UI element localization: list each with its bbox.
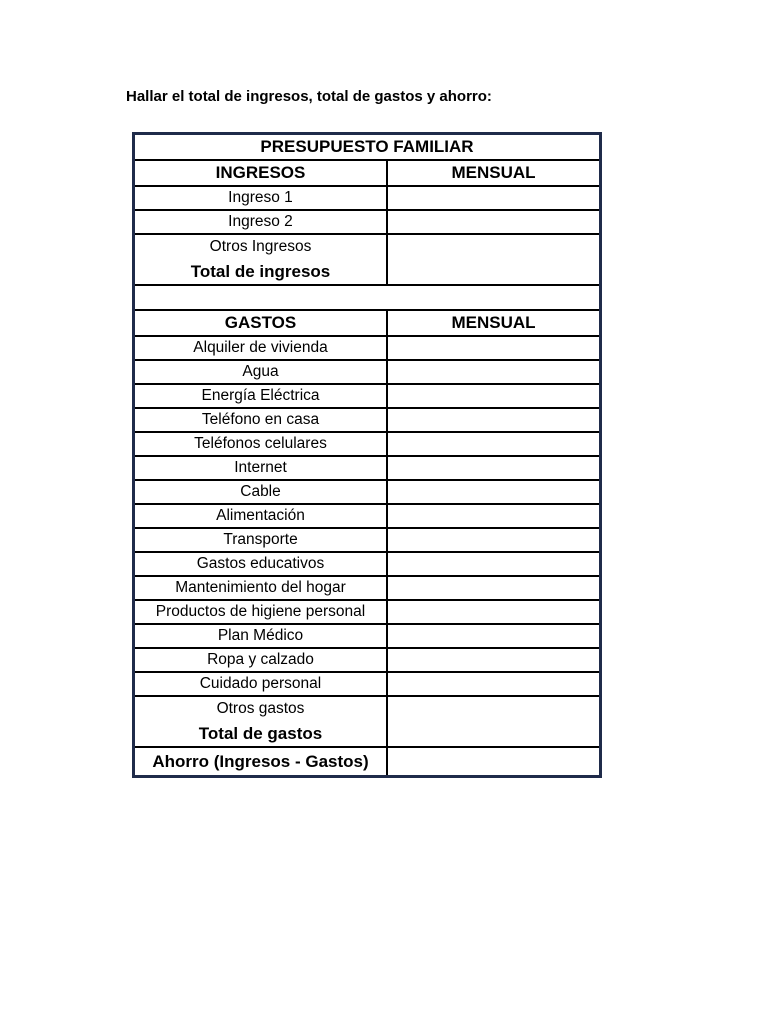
expense-item-value-cell[interactable] <box>388 457 599 479</box>
expense-item-label: Cuidado personal <box>135 673 388 695</box>
table-title: PRESUPUESTO FAMILIAR <box>260 137 474 156</box>
expense-item-value-cell[interactable] <box>388 601 599 623</box>
expense-item-label: Cable <box>135 481 388 503</box>
separator-row <box>135 286 599 311</box>
expense-item-label: Energía Eléctrica <box>135 385 388 407</box>
table-row <box>135 697 599 721</box>
separator-cell <box>135 286 599 309</box>
expenses-header-row <box>135 311 599 337</box>
expense-item-label: Gastos educativos <box>135 553 388 575</box>
expense-item-value-cell[interactable] <box>388 409 599 431</box>
table-row <box>135 625 599 649</box>
table-row <box>135 553 599 577</box>
savings-value-cell[interactable] <box>388 748 599 775</box>
table-row <box>135 529 599 553</box>
table-row <box>135 409 599 433</box>
table-row <box>135 385 599 409</box>
expenses-header: GASTOS <box>135 311 388 335</box>
expenses-total-value-cell[interactable] <box>388 721 599 746</box>
expense-item-value-cell[interactable] <box>388 385 599 407</box>
savings-row <box>135 748 599 775</box>
expense-item-label: Teléfonos celulares <box>135 433 388 455</box>
income-items <box>135 187 599 259</box>
expense-item-value-cell[interactable] <box>388 649 599 671</box>
expense-item-value-cell[interactable] <box>388 577 599 599</box>
income-item-value-cell[interactable] <box>388 211 599 233</box>
expense-item-label: Transporte <box>135 529 388 551</box>
income-total-value-cell[interactable] <box>388 259 599 284</box>
income-total-row <box>135 259 599 286</box>
income-total-label: Total de ingresos <box>135 259 388 284</box>
expense-item-label: Agua <box>135 361 388 383</box>
table-row <box>135 649 599 673</box>
expenses-total-label: Total de gastos <box>135 721 388 746</box>
instruction-text: Hallar el total de ingresos, total de gastos y ahorro: <box>126 88 492 105</box>
table-row <box>135 673 599 697</box>
expense-item-label: Productos de higiene personal <box>135 601 388 623</box>
expense-item-label: Mantenimiento del hogar <box>135 577 388 599</box>
expense-item-label: Otros gastos <box>135 697 388 721</box>
income-item-label: Otros Ingresos <box>135 235 388 259</box>
table-row <box>135 361 599 385</box>
expense-item-value-cell[interactable] <box>388 337 599 359</box>
income-header-row <box>135 161 599 187</box>
table-row <box>135 235 599 259</box>
table-title-row <box>135 135 599 161</box>
expense-item-value-cell[interactable] <box>388 361 599 383</box>
expense-item-value-cell[interactable] <box>388 481 599 503</box>
income-item-label: Ingreso 2 <box>135 211 388 233</box>
budget-table <box>132 132 602 778</box>
income-header: INGRESOS <box>135 161 388 185</box>
income-monthly-header: MENSUAL <box>451 163 536 182</box>
table-row <box>135 505 599 529</box>
table-row <box>135 187 599 211</box>
expense-item-value-cell[interactable] <box>388 529 599 551</box>
expense-items <box>135 337 599 721</box>
income-item-label: Ingreso 1 <box>135 187 388 209</box>
expenses-total-row <box>135 721 599 748</box>
expense-item-label: Plan Médico <box>135 625 388 647</box>
savings-label: Ahorro (Ingresos - Gastos) <box>135 748 388 775</box>
expense-item-value-cell[interactable] <box>388 433 599 455</box>
expense-item-label: Teléfono en casa <box>135 409 388 431</box>
table-row <box>135 433 599 457</box>
expense-item-label: Alquiler de vivienda <box>135 337 388 359</box>
expense-item-value-cell[interactable] <box>388 625 599 647</box>
table-row <box>135 337 599 361</box>
expense-item-value-cell[interactable] <box>388 553 599 575</box>
expense-item-label: Internet <box>135 457 388 479</box>
expense-item-value-cell[interactable] <box>388 697 599 721</box>
expense-item-value-cell[interactable] <box>388 673 599 695</box>
expense-item-label: Alimentación <box>135 505 388 527</box>
table-row <box>135 457 599 481</box>
expenses-monthly-header: MENSUAL <box>451 313 536 332</box>
table-row <box>135 211 599 235</box>
table-row <box>135 481 599 505</box>
expense-item-value-cell[interactable] <box>388 505 599 527</box>
income-item-value-cell[interactable] <box>388 187 599 209</box>
income-item-value-cell[interactable] <box>388 235 599 259</box>
expense-item-label: Ropa y calzado <box>135 649 388 671</box>
table-row <box>135 577 599 601</box>
table-row <box>135 601 599 625</box>
